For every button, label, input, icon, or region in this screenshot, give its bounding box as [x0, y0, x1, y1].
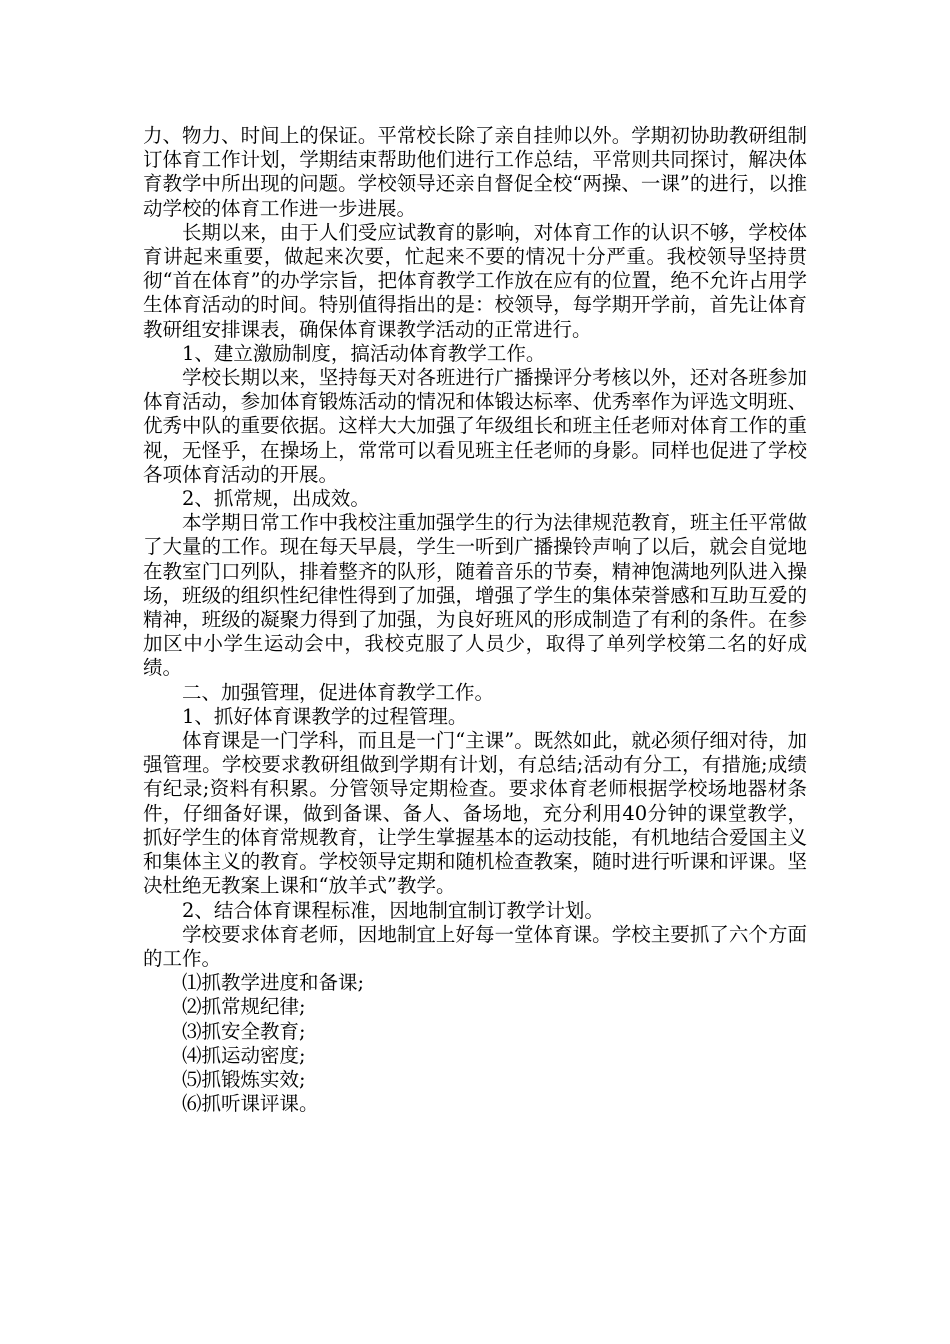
- paragraph-incentive: 学校长期以来，坚持每天对各班进行广播操评分考核以外，还对各班参加体育活动，参加体育锻炼活动的情况和体锻达标率、优秀率作为评选文明班、优秀中队的重要依据。这样大大加强了年级组长和班主任老师对体育工作的重视，无怪乎，在操场上，常常可以看见班主任老师的身影。同样也促进了学校各项体育活动的开展。: [143, 366, 807, 486]
- work-items-list: [143, 971, 807, 1116]
- paragraph-long-term: 长期以来，由于人们受应试教育的影响，对体育工作的认识不够，学校体育讲起来重要，做起来次要，忙起来不要的情况十分严重。我校领导坚持贯彻“首在体育”的办学宗旨，把体育教学工作放在应有的位置，绝不允许占用学生体育活动的时间。特别值得指出的是：校领导，每学期开学前，首先让体育教研组安排课表，确保体育课教学活动的正常进行。: [143, 220, 807, 341]
- document-page: [143, 124, 807, 1116]
- list-item: ⑶抓安全教育;: [182, 1019, 306, 1043]
- list-item: ⑹抓听课评课。: [182, 1092, 319, 1116]
- paragraph-process: 体育课是一门学科，而且是一门“主课”。既然如此，就必须仔细对待，加强管理。学校要求教研组做到学期有计划，有总结;活动有分工，有措施;成绩有纪录;资料有积累。分管领导定期检查。要求体育老师根据学校场地器材条件，仔细备好课，做到备课、备人、备场地，充分利用40分钟的课堂教学，抓好学生的体育常规教育，让学生掌握基本的运动技能，有机地结合爱国主义和集体主义的教育。学校领导定期和随机检查教案，随时进行听课和评课。坚决杜绝无教案上课和“放羊式”教学。: [143, 729, 807, 898]
- subsection-heading-curriculum: 2、结合体育课程标准，因地制宜制订教学计划。: [182, 898, 604, 922]
- list-item: ⑴抓教学进度和备课;: [182, 971, 365, 995]
- subsection-heading-process: 1、抓好体育课教学的过程管理。: [182, 704, 468, 728]
- paragraph-continuation: 力、物力、时间上的保证。平常校长除了亲自挂帅以外。学期初协助教研组制订体育工作计划，学期结束帮助他们进行工作总结，平常则共同探讨，解决体育教学中所出现的问题。学校领导还亲自督促全校“两操、一课”的进行，以推动学校的体育工作进一步进展。: [143, 124, 807, 220]
- section-heading-incentive: 1、建立激励制度，搞活动体育教学工作。: [182, 341, 546, 365]
- list-item: ⑸抓锻炼实效;: [182, 1067, 306, 1091]
- list-item: ⑷抓运动密度;: [182, 1043, 306, 1067]
- section-heading-management: 二、加强管理，促进体育教学工作。: [182, 680, 495, 704]
- list-item: ⑵抓常规纪律;: [182, 995, 306, 1019]
- paragraph-routine: 本学期日常工作中我校注重加强学生的行为法律规范教育，班主任平常做了大量的工作。现在每天早晨，学生一听到广播操铃声响了以后，就会自觉地在教室门口列队，排着整齐的队形，随着音乐的节奏，精神饱满地列队进入操场，班级的组织性纪律性得到了加强，增强了学生的集体荣誉感和互助互爱的精神，班级的凝聚力得到了加强，为良好班风的形成制造了有利的条件。在参加区中小学生运动会中，我校克服了人员少，取得了单列学校第二名的好成绩。: [143, 511, 807, 680]
- paragraph-curriculum: 学校要求体育老师，因地制宜上好每一堂体育课。学校主要抓了六个方面的工作。: [143, 922, 807, 970]
- section-heading-routine: 2、抓常规，出成效。: [182, 487, 370, 511]
